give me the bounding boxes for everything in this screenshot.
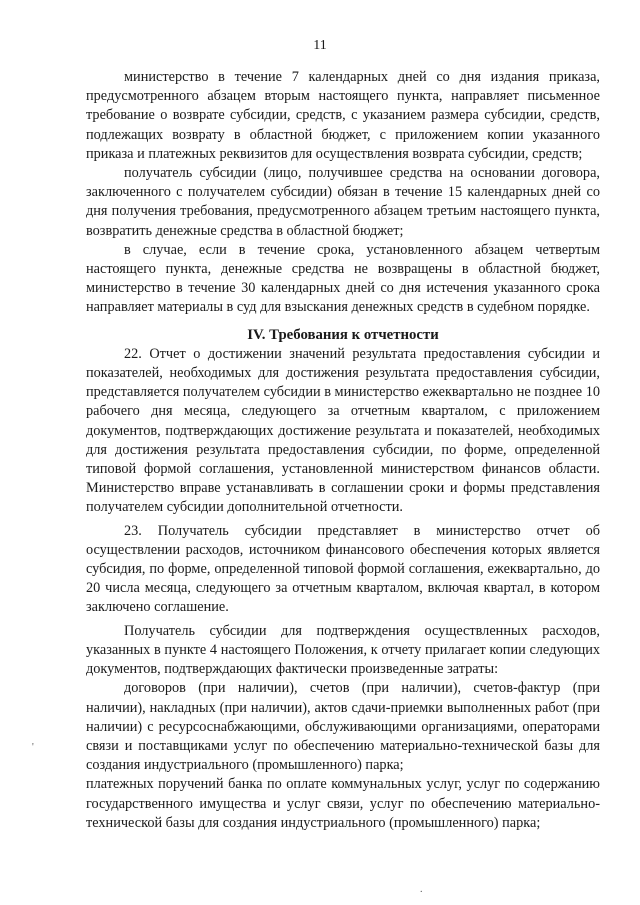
document-body <box>86 68 600 833</box>
paragraph-court-referral: в случае, если в течение срока, установленного абзацем четвертым настоящего пункта, денежные средства не возвращены в областной бюджет, министерство в течение 30 календарных дней со дня истечения указанного срока направляет материалы в суд для взыскания денежных средств в судебном порядке. <box>86 241 600 316</box>
paragraph-recipient-obligation: получатель субсидии (лицо, получившее средства на основании договора, заключенного с получателем субсидии) обязан в течение 15 календарных дней со дня получения требования, предусмотренного абзацем третьим настоящего пункта, возвратить денежные средства в областной бюджет; <box>86 165 600 239</box>
paragraph-22: 22. Отчет о достижении значений результата предоставления субсидии и показателей, необходимых для достижения результата предоставления субсидии, представляется получателем субсидии в министерство ежеквартально не позднее 10 рабочего дня месяца, следующего за отчетным кварталом, с приложением документов, подтверждающих достижение результата и показателей, необходимых для достижения результата предоставления субсидии, по форме, определенной типовой формой соглашения, установленной министерством финансов области. Министерство вправе устанавливать в соглашении сроки и формы представления получателем субсидии дополнительной отчетности. <box>86 345 600 516</box>
scan-mark: . <box>420 884 423 895</box>
paragraph-contracts-list: договоров (при наличии), счетов (при наличии), счетов-фактур (при наличии), накладных (при наличии), актов сдачи-приемки выполненных работ (при наличии) с ресурсоснабжающими, обслуживающими организациями, операторами связи и поставщиками услуг по обеспечению материально-технической базы для создания индустриального (промышленного) парка; <box>86 680 600 774</box>
paragraph-payment-orders: платежных поручений банка по оплате коммунальных услуг, услуг по содержанию государственного имущества и услуг связи, услуг по обеспечению материально-технической базы для создания индустриального (промышленного) парка; <box>86 776 600 831</box>
section-heading: IV. Требования к отчетности <box>247 326 439 343</box>
page-number: 11 <box>313 38 327 53</box>
paragraph-supporting-docs: Получатель субсидии для подтверждения осуществленных расходов, указанных в пункте 4 настоящего Положения, к отчету прилагает копии следующих документов, подтверждающих фактически произведенные затраты: <box>86 622 600 678</box>
paragraph-23: 23. Получатель субсидии представляет в министерство отчет об осуществлении расходов, источником финансового обеспечения которых является субсидия, по форме, определенной типовой формой соглашения, ежеквартально, до 20 числа месяца, следующего за отчетным кварталом, включая квартал, в котором заключено соглашение. <box>86 522 600 616</box>
paragraph-ministry-requirement: министерство в течение 7 календарных дней со дня издания приказа, предусмотренного абзацем вторым настоящего пункта, направляет письменное требование о возврате субсидии, средств, с указанием размера субсидии, средств, подлежащих возврату в областной бюджет, с приложением копии указанного приказа и платежных реквизитов для осуществления возврата субсидии, средств; <box>86 69 600 162</box>
scan-mark: ' <box>32 742 34 753</box>
